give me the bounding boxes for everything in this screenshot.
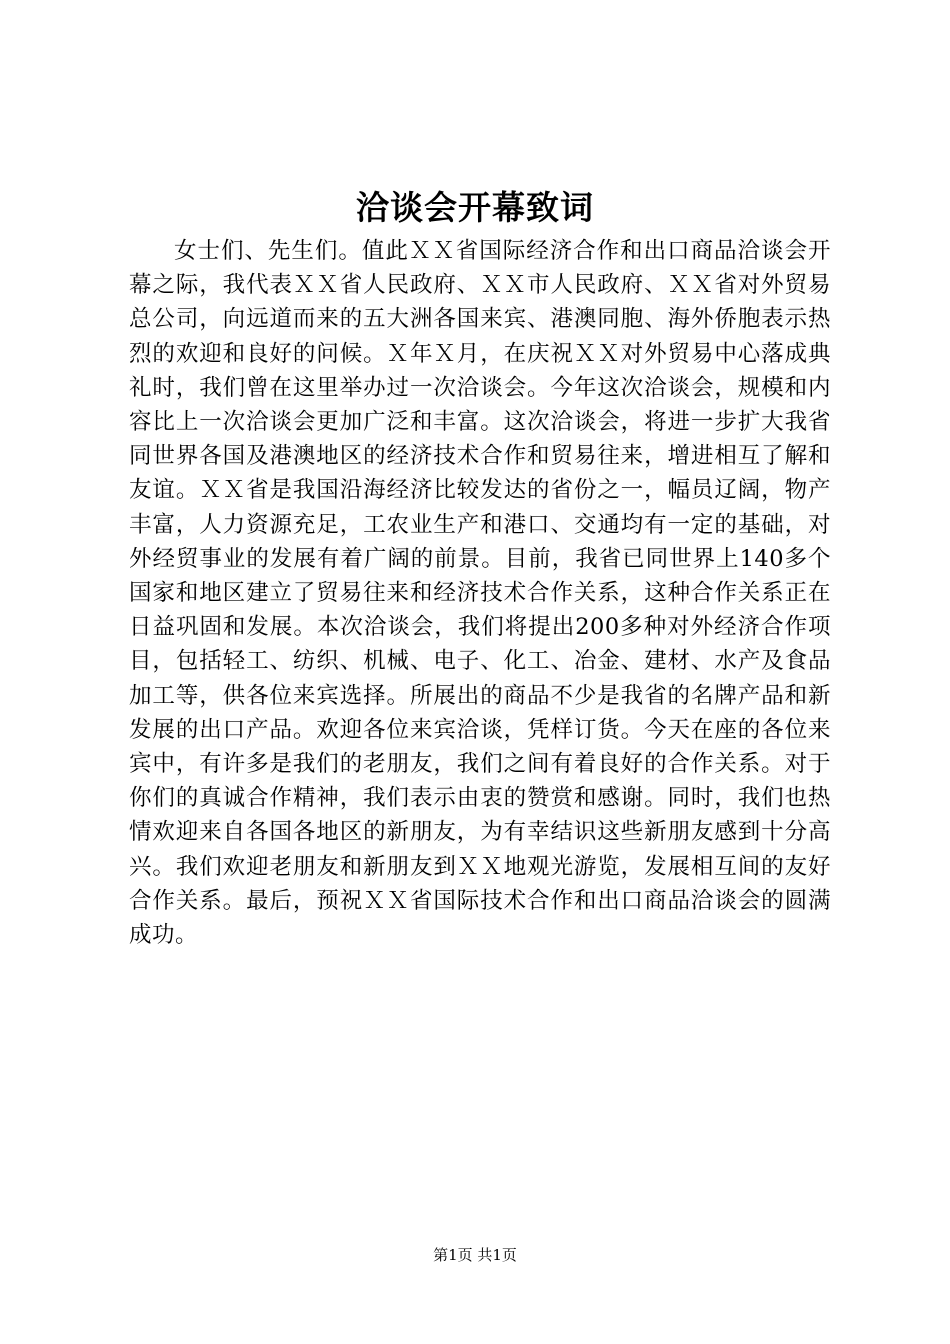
page-number-footer: 第1页 共1页 [433, 1246, 517, 1264]
document-title: 洽谈会开幕致词 [356, 188, 594, 227]
document-body-paragraph: 女士们、先生们。值此ＸＸ省国际经济合作和出口商品洽谈会开幕之际，我代表ＸＸ省人民政府、ＸＸ市人民政府、ＸＸ省对外贸易总公司，向远道而来的五大洲各国来宾、港澳同胞、海外侨胞表示热烈的欢迎和良好的问候。Ｘ年Ｘ月，在庆祝ＸＸ对外贸易中心落成典礼时，我们曾在这里举办过一次洽谈会。今年这次洽谈会，规模和内容比上一次洽谈会更加广泛和丰富。这次洽谈会，将进一步扩大我省同世界各国及港澳地区的经济技术合作和贸易往来，增进相互了解和友谊。ＸＸ省是我国沿海经济比较发达的省份之一，幅员辽阔，物产丰富，人力资源充足，工农业生产和港口、交通均有一定的基础，对外经贸事业的发展有着广阔的前景。目前，我省已同世界上140多个国家和地区建立了贸易往来和经济技术合作关系，这种合作关系正在日益巩固和发展。本次洽谈会，我们将提出200多种对外经济合作项目，包括轻工、纺织、机械、电子、化工、冶金、建材、水产及食品加工等，供各位来宾选择。所展出的商品不少是我省的名牌产品和新发展的出口产品。欢迎各位来宾洽谈，凭样订货。今天在座的各位来宾中，有许多是我们的老朋友，我们之间有着良好的合作关系。对于你们的真诚合作精神，我们表示由衷的赞赏和感谢。同时，我们也热情欢迎来自各国各地区的新朋友，为有幸结识这些新朋友感到十分高兴。我们欢迎老朋友和新朋友到ＸＸ地观光游览，发展相互间的友好合作关系。最后，预祝ＸＸ省国际技术合作和出口商品洽谈会的圆满成功。 [129, 238, 831, 949]
